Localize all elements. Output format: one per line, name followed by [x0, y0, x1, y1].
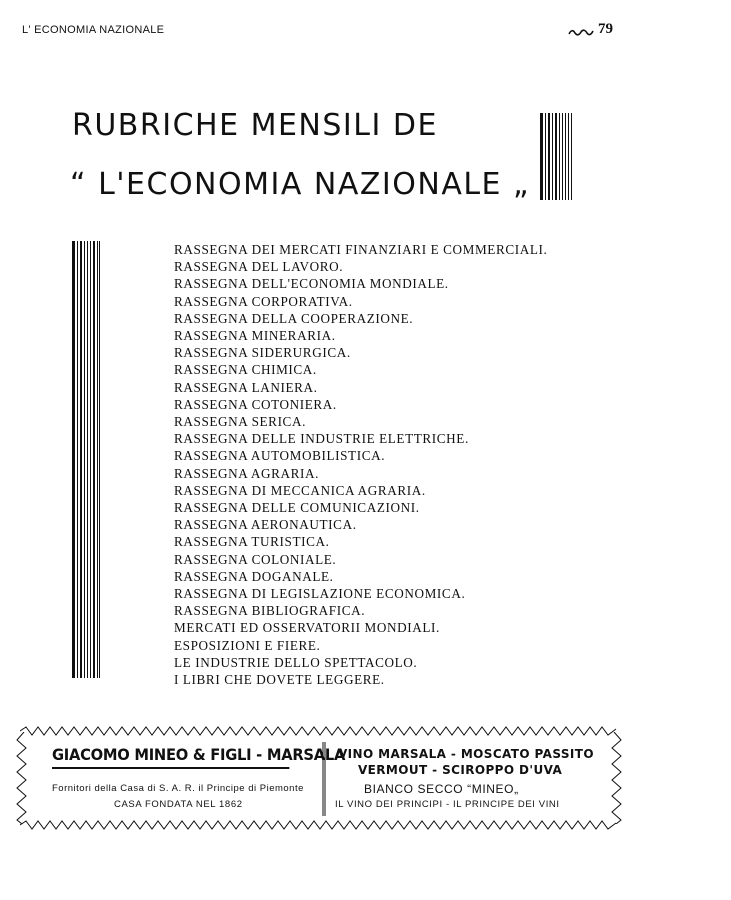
- list-item: LE INDUSTRIE DELLO SPETTACOLO.: [174, 654, 418, 670]
- list-item: I LIBRI CHE DOVETE LEGGERE.: [174, 672, 385, 688]
- list-item: RASSEGNA DI LEGISLAZIONE ECONOMICA.: [174, 586, 466, 602]
- list-item: RASSEGNA DI MECCANICA AGRARIA.: [174, 482, 426, 498]
- page-title-line-1: RUBRICHE MENSILI DE: [72, 108, 438, 143]
- list-item: RASSEGNA MINERARIA.: [174, 328, 336, 344]
- ornament-icon: [568, 27, 594, 37]
- ad-slogan: IL VINO DEI PRINCIPI - IL PRINCIPE DEI VINI: [335, 799, 560, 810]
- page-number: 79: [598, 21, 613, 37]
- list-item: RASSEGNA AERONAUTICA.: [174, 517, 357, 533]
- list-item: RASSEGNA TURISTICA.: [174, 534, 330, 550]
- list-item: RASSEGNA BIBLIOGRAFICA.: [174, 603, 366, 619]
- list-item: RASSEGNA AUTOMOBILISTICA.: [174, 448, 386, 464]
- list-item: RASSEGNA COTONIERA.: [174, 396, 337, 412]
- ad-border-left: [14, 732, 30, 824]
- rubric-list: [174, 241, 547, 688]
- list-item: MERCATI ED OSSERVATORII MONDIALI.: [174, 620, 440, 636]
- page-title-line-2: “ L'ECONOMIA NAZIONALE „: [70, 167, 531, 202]
- list-item: RASSEGNA DOGANALE.: [174, 568, 334, 584]
- ad-border-bottom: [20, 820, 616, 830]
- decorative-bars-left: [72, 241, 102, 678]
- list-item: ESPOSIZIONI E FIERE.: [174, 637, 321, 653]
- ad-supplier-line: Fornitori della Casa di S. A. R. il Principe di Piemonte: [52, 783, 304, 794]
- ad-border-top: [20, 726, 616, 736]
- ad-products-line-2: VERMOUT - SCIROPPO D'UVA: [358, 763, 563, 777]
- list-item: RASSEGNA SIDERURGICA.: [174, 345, 351, 361]
- decorative-bars-right: [540, 113, 574, 200]
- ad-border-right: [608, 732, 624, 824]
- running-title: L' ECONOMIA NAZIONALE: [22, 24, 165, 36]
- list-item: RASSEGNA CHIMICA.: [174, 362, 317, 378]
- list-item: RASSEGNA DEI MERCATI FINANZIARI E COMMERCIALI.: [174, 242, 548, 257]
- list-item: RASSEGNA CORPORATIVA.: [174, 293, 353, 309]
- list-item: RASSEGNA DELLE COMUNICAZIONI.: [174, 500, 420, 516]
- list-item: RASSEGNA AGRARIA.: [174, 465, 320, 481]
- list-item: RASSEGNA DELLE INDUSTRIE ELETTRICHE.: [174, 431, 469, 447]
- ad-founded-line: CASA FONDATA NEL 1862: [114, 799, 243, 810]
- ad-products-line-1: VINO MARSALA - MOSCATO PASSITO: [338, 747, 594, 761]
- list-item: RASSEGNA COLONIALE.: [174, 551, 337, 567]
- ad-white-wine: BIANCO SECCO “MINEO„: [364, 782, 519, 796]
- list-item: RASSEGNA DELL'ECONOMIA MONDIALE.: [174, 276, 449, 292]
- ad-company-name: GIACOMO MINEO & FIGLI - MARSALA: [52, 745, 289, 769]
- list-item: RASSEGNA DEL LAVORO.: [174, 259, 344, 275]
- list-item: RASSEGNA SERICA.: [174, 414, 306, 430]
- list-item: RASSEGNA DELLA COOPERAZIONE.: [174, 310, 414, 326]
- list-item: RASSEGNA LANIERA.: [174, 379, 318, 395]
